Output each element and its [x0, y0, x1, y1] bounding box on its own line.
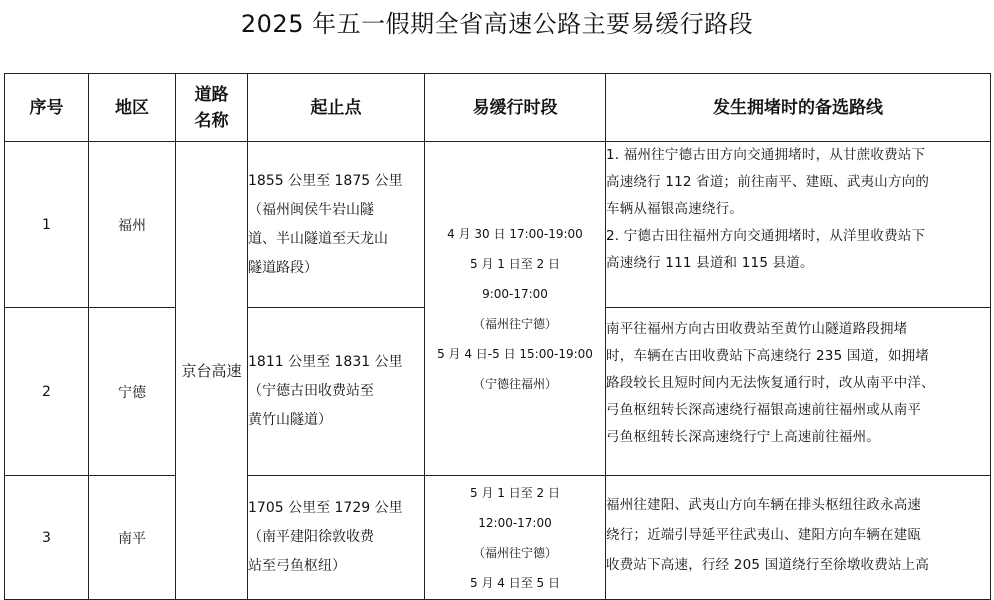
route-table [4, 73, 991, 600]
time-line: 5 月 4 日至 5 日 [470, 576, 560, 590]
row-index: 3 [5, 476, 89, 600]
row-index: 1 [5, 142, 89, 308]
table-header-row [5, 74, 991, 142]
table-row [5, 142, 991, 308]
time-line: 9:00-17:00 [482, 286, 548, 301]
header-range: 起止点 [248, 74, 425, 142]
row-alt-route [606, 476, 991, 600]
row-region: 福州 [89, 142, 176, 308]
alt-line: 收费站下高速，行经 205 国道绕行至徐墩收费站上高 [606, 557, 930, 573]
time-line: 4 月 30 日 17:00-19:00 [447, 226, 583, 241]
time-line: 5 月 4 日-5 日 15:00-19:00 [437, 346, 593, 361]
header-road-line2: 名称 [194, 110, 229, 131]
range-line: 隧道路段） [248, 259, 318, 276]
page-title: 2025 年五一假期全省高速公路主要易缓行路段 [240, 10, 754, 38]
row-range [248, 142, 425, 308]
range-line: 1705 公里至 1729 公里 [248, 500, 403, 516]
time-line: （宁德往福州） [472, 376, 557, 391]
range-line: 1811 公里至 1831 公里 [248, 354, 403, 370]
header-time: 易缓行时段 [425, 74, 606, 142]
header-road [176, 74, 248, 142]
time-line: 12:00-17:00 [478, 516, 552, 530]
header-road-line1: 道路 [194, 84, 229, 105]
alt-line: 车辆从福银高速绕行。 [606, 201, 743, 217]
range-line: （福州闽侯牛岩山隧 [248, 201, 374, 218]
table-row [5, 476, 991, 600]
time-period-row3 [425, 476, 606, 600]
row-range [248, 476, 425, 600]
time-line: （福州往宁德） [472, 546, 557, 560]
row-region: 宁德 [89, 308, 176, 476]
row-region: 南平 [89, 476, 176, 600]
time-line: （福州往宁德） [472, 316, 557, 331]
alt-line: 绕行；近端引导延平往武夷山、建阳方向车辆在建瓯 [606, 527, 922, 543]
alt-line: 1. 福州往宁德古田方向交通拥堵时，从甘蔗收费站下 [606, 147, 926, 163]
alt-line: 2. 宁德古田往福州方向交通拥堵时，从洋里收费站下 [606, 228, 926, 244]
range-line: 1855 公里至 1875 公里 [248, 172, 403, 189]
alt-line: 南平往福州方向古田收费站至黄竹山隧道路段拥堵 [606, 321, 908, 337]
alt-line: 路段较长且短时间内无法恢复通行时，改从南平中洋、 [606, 375, 935, 391]
alt-line: 福州往建阳、武夷山方向车辆在排头枢纽往政永高速 [606, 497, 922, 513]
header-alt: 发生拥堵时的备选路线 [606, 74, 991, 142]
alt-line: 时，车辆在古田收费站下高速绕行 235 国道，如拥堵 [606, 348, 930, 364]
row-range [248, 308, 425, 476]
time-period-shared [425, 142, 606, 476]
row-alt-route [606, 308, 991, 476]
range-line: 黄竹山隧道） [248, 412, 332, 428]
header-region: 地区 [89, 74, 176, 142]
range-line: （宁德古田收费站至 [248, 383, 374, 399]
time-line: 5 月 1 日至 2 日 [470, 486, 560, 500]
time-line: 5 月 1 日至 2 日 [470, 256, 560, 271]
range-line: 站至弓鱼枢纽） [248, 558, 346, 574]
header-index: 序号 [5, 74, 89, 142]
alt-line: 弓鱼枢纽转长深高速绕行福银高速前往福州或从南平 [606, 402, 922, 418]
row-alt-route [606, 142, 991, 308]
alt-line: 高速绕行 111 县道和 115 县道。 [606, 255, 814, 271]
road-name-cell: 京台高速 [176, 142, 248, 600]
alt-line: 弓鱼枢纽转长深高速绕行宁上高速前往福州。 [606, 429, 880, 445]
range-line: （南平建阳徐敦收费 [248, 529, 374, 545]
range-line: 道、半山隧道至天龙山 [248, 230, 388, 247]
row-index: 2 [5, 308, 89, 476]
alt-line: 高速绕行 112 省道；前往南平、建瓯、武夷山方向的 [606, 174, 930, 190]
